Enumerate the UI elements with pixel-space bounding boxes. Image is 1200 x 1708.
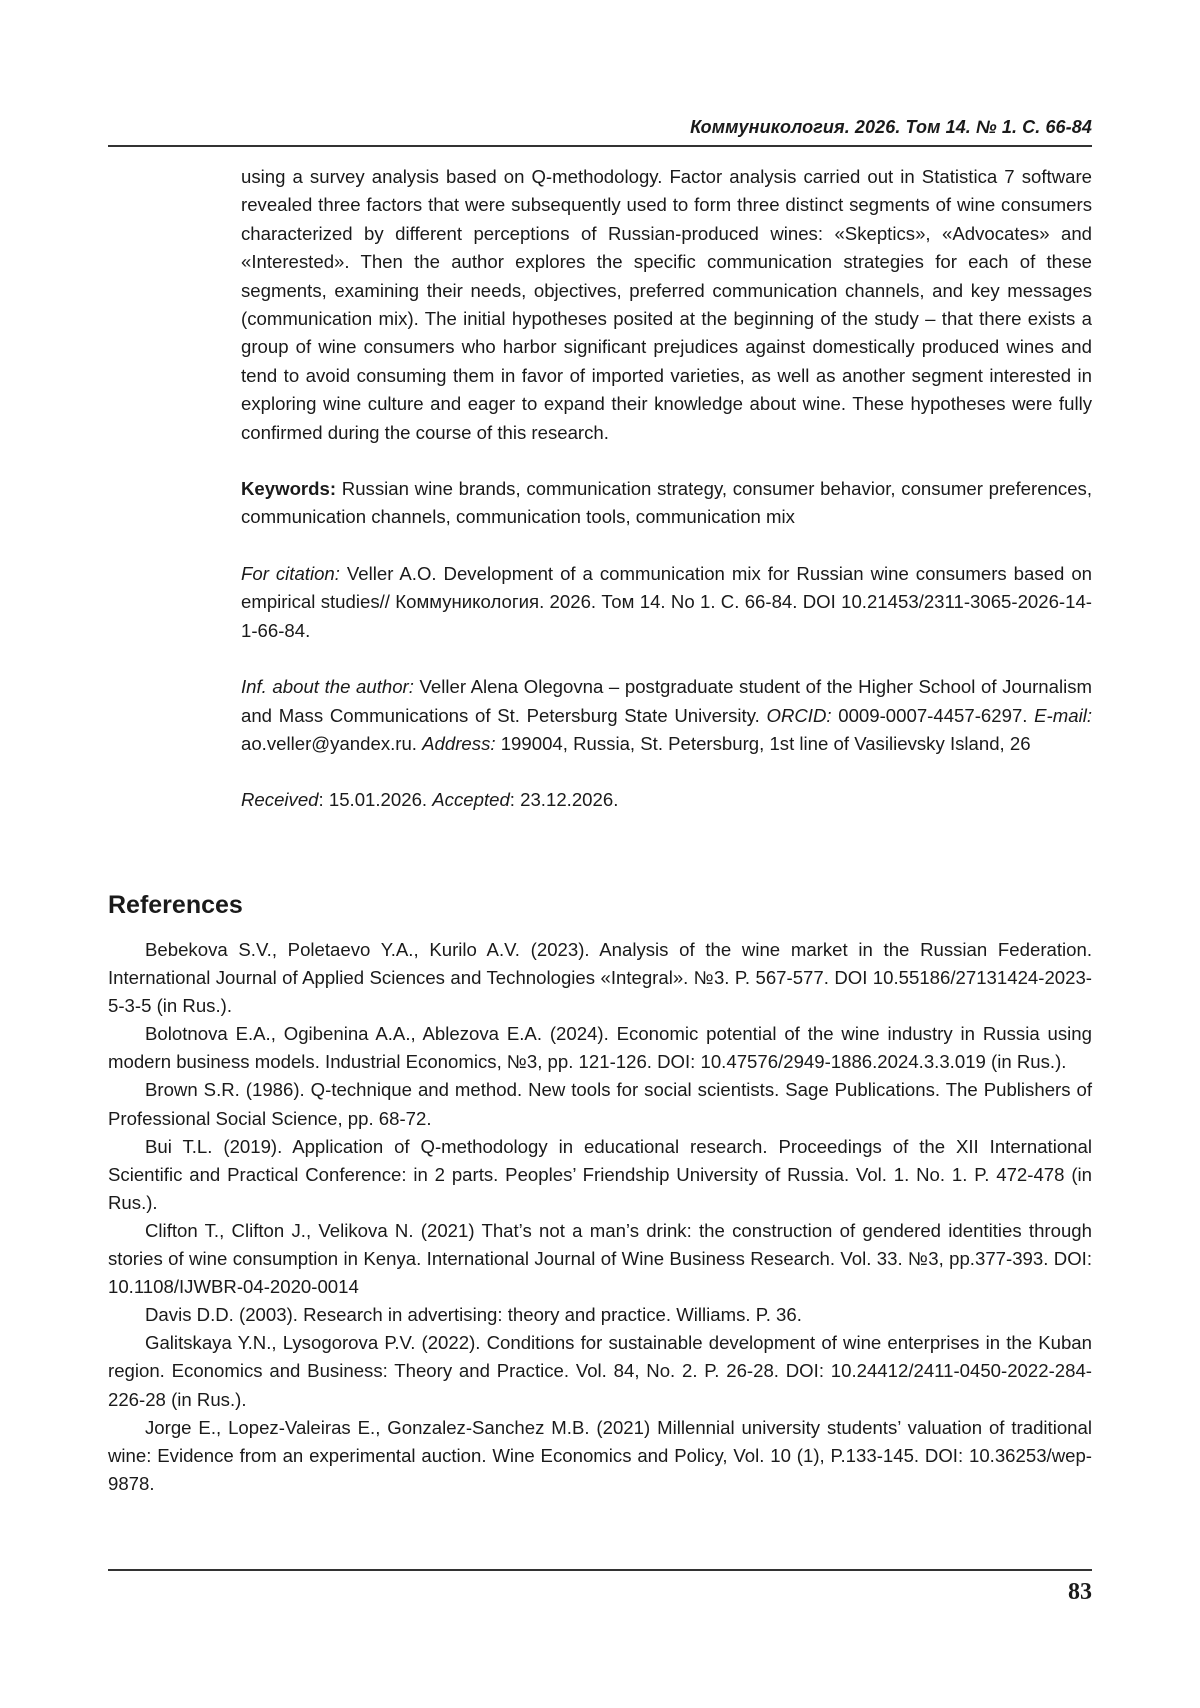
- running-head: Коммуникология. 2026. Том 14. № 1. С. 66-84: [690, 117, 1092, 137]
- references-list: [108, 936, 1092, 1498]
- abstract-block: [241, 163, 1092, 815]
- footer-rule: [108, 1569, 1092, 1571]
- email-label: E-mail:: [1034, 704, 1093, 726]
- reference-item: Clifton T., Clifton J., Velikova N. (2021) That’s not a man’s drink: the construction of gendered identities through stories of wine consumption in Kenya. International Journal of Wine Business Research. Vol. 33. №3, pp.377-393. DOI: 10.1108/IJWBR-04-2020-0014: [108, 1219, 1092, 1298]
- address-label: Address:: [422, 732, 496, 754]
- orcid-label: ORCID:: [766, 704, 832, 726]
- page-number: 83: [1068, 1579, 1092, 1605]
- reference-item: Bolotnova E.A., Ogibenina A.A., Ablezova E.A. (2024). Economic potential of the wine industry in Russia using modern business models. Industrial Economics, №3, pp. 121-126. DOI: 10.47576/2949-1886.2024.3.3.019 (in Rus.).: [108, 1023, 1092, 1073]
- orcid-value: 0009-0007-4457-6297.: [831, 704, 1035, 726]
- reference-item: Brown S.R. (1986). Q-technique and method. New tools for social scientists. Sage Publications. The Publishers of Professional Social Science, pp. 68-72.: [108, 1079, 1092, 1129]
- email-value: ao.veller@yandex.ru.: [241, 732, 423, 754]
- accepted-label: Accepted: [432, 789, 510, 811]
- citation: [241, 560, 1092, 645]
- keywords: [241, 475, 1092, 532]
- keywords-label: Keywords:: [241, 478, 337, 500]
- address-value: 199004, Russia, St. Petersburg, 1st line of Vasilievsky Island, 26: [495, 732, 1031, 754]
- received-label: Received: [241, 789, 319, 811]
- accepted-value: : 23.12.2026.: [509, 789, 619, 811]
- keywords-text: Russian wine brands, communication strategy, consumer behavior, consumer preferences, communication channels, communication tools, communication mix: [241, 478, 1092, 528]
- citation-label: For citation:: [241, 562, 340, 584]
- dates: [241, 786, 1092, 814]
- reference-item: Bui T.L. (2019). Application of Q-methodology in educational research. Proceedings of the XII International Scientific and Practical Conference: in 2 parts. Peoples’ Friendship University of Russia. Vol. 1. No. 1. P. 472-478 (in Rus.).: [108, 1135, 1092, 1213]
- author-info-label: Inf. about the author:: [241, 676, 414, 698]
- author-info: [241, 673, 1092, 758]
- references-title: References: [108, 891, 243, 919]
- reference-item: Bebekova S.V., Poletaevo Y.A., Kurilo A.V. (2023). Analysis of the wine market in the Russian Federation. International Journal of Applied Sciences and Technologies «Integral». №3. P. 567-577. DOI 10.55186/27131424-2023-5-3-5 (in Rus.).: [108, 939, 1092, 1017]
- received-value: : 15.01.2026.: [318, 789, 433, 811]
- reference-item: Jorge E., Lopez-Valeiras E., Gonzalez-Sanchez M.B. (2021) Millennial university students’ valuation of traditional wine: Evidence from an experimental auction. Wine Economics and Policy, Vol. 10 (1), P.133-145. DOI: 10.36253/wep-9878.: [108, 1416, 1092, 1494]
- author-info-text: Veller Alena Olegovna – postgraduate student of the Higher School of Journalism and Mass Communications of St. Petersburg State University.: [241, 676, 1092, 726]
- reference-item: Galitskaya Y.N., Lysogorova P.V. (2022). Conditions for sustainable development of wine enterprises in the Kuban region. Economics and Business: Theory and Practice. Vol. 84, No. 2. P. 26-28. DOI: 10.24412/2411-0450-2022-284-226-28 (in Rus.).: [108, 1332, 1092, 1410]
- reference-item: Davis D.D. (2003). Research in advertising: theory and practice. Williams. P. 36.: [145, 1304, 802, 1326]
- header-rule: [108, 145, 1092, 147]
- abstract-continuation: using a survey analysis based on Q-methodology. Factor analysis carried out in Statistica 7 software revealed three factors that were subsequently used to form three distinct segments of wine consumers characterized by different perceptions of Russian-produced wines: «Skeptics», «Advocates» and «Interested». Then the author explores the specific communication strategies for each of these segments, examining their needs, objectives, preferred communication channels, and key messages (communication mix). The initial hypotheses posited at the beginning of the study – that there exists a group of wine consumers who harbor significant prejudices against domestically produced wines and tend to avoid consuming them in favor of imported varieties, as well as another segment interested in exploring wine culture and eager to expand their knowledge about wine. These hypotheses were fully confirmed during the course of this research.: [241, 166, 1092, 443]
- citation-text: Veller A.O. Development of a communication mix for Russian wine consumers based on empirical studies// Коммуникология. 2026. Том 14. No 1. С. 66-84. DOI 10.21453/2311-3065-2026-14-1-66-84.: [241, 562, 1092, 641]
